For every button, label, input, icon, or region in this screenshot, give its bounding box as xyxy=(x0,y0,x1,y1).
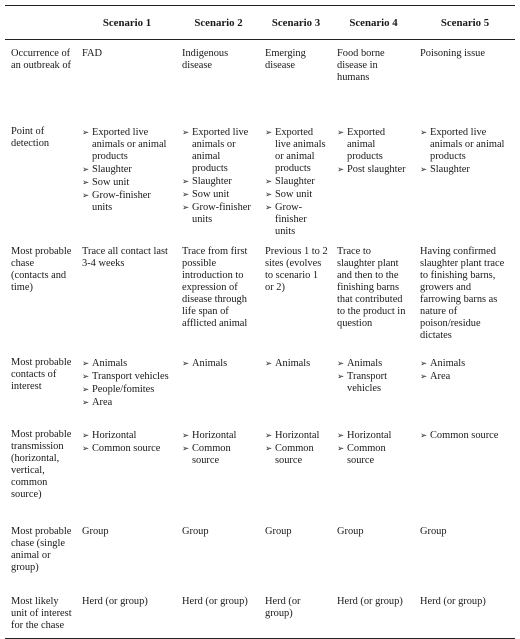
bullet-text: Grow-finisher units xyxy=(192,201,251,225)
bullet-item xyxy=(182,357,256,370)
arrow-bullet-icon: ➢ xyxy=(265,175,273,186)
table-cell xyxy=(260,40,332,118)
table-cell xyxy=(260,118,332,238)
table-cell xyxy=(260,349,332,421)
bullet-text: Sow unit xyxy=(92,176,130,188)
bullet-text: Common source xyxy=(192,442,231,466)
cell-text: Indigenous disease xyxy=(182,48,229,71)
bullet-text: Horizontal xyxy=(347,429,392,441)
table-row xyxy=(5,349,515,421)
table-body xyxy=(5,40,515,639)
bullet-item xyxy=(265,357,328,370)
table-cell xyxy=(177,238,260,349)
table-cell xyxy=(177,118,260,238)
bullet-text: Common source xyxy=(347,442,386,466)
arrow-bullet-icon: ➢ xyxy=(420,357,428,368)
bullet-item xyxy=(182,188,256,201)
bullet-item xyxy=(182,126,256,175)
bullet-item xyxy=(82,396,173,409)
table-cell xyxy=(177,588,260,639)
table-cell xyxy=(177,40,260,118)
bullet-text: Exported live animals or animal products xyxy=(92,126,167,162)
bullet-item xyxy=(265,429,328,442)
arrow-bullet-icon: ➢ xyxy=(82,429,90,440)
bullet-item xyxy=(182,442,256,467)
table-cell xyxy=(77,421,177,518)
bullet-text: Common source xyxy=(275,442,314,466)
arrow-bullet-icon: ➢ xyxy=(420,429,428,440)
bullet-item xyxy=(265,442,328,467)
table-cell xyxy=(415,349,515,421)
arrow-bullet-icon: ➢ xyxy=(420,163,428,174)
arrow-bullet-icon: ➢ xyxy=(265,357,273,368)
bullet-item xyxy=(182,429,256,442)
bullet-item xyxy=(337,370,411,395)
bullet-item xyxy=(82,163,173,176)
row-label: Most probable transmission (horizontal, vertical, common source) xyxy=(11,428,72,500)
arrow-bullet-icon: ➢ xyxy=(182,126,190,137)
bullet-text: Exported live animals or animal products xyxy=(275,126,326,174)
header-scenario-1: Scenario 1 xyxy=(102,16,152,29)
bullet-text: Slaughter xyxy=(192,175,232,187)
bullet-item xyxy=(420,429,511,442)
bullet-text: Animals xyxy=(347,357,383,369)
row-label: Most likely unit of interest for the chase xyxy=(11,595,72,631)
arrow-bullet-icon: ➢ xyxy=(82,396,90,407)
table-row xyxy=(5,421,515,518)
arrow-bullet-icon: ➢ xyxy=(337,429,345,440)
arrow-bullet-icon: ➢ xyxy=(265,429,273,440)
bullet-text: Transport vehicles xyxy=(347,370,388,394)
cell-text: Herd (or group) xyxy=(337,595,403,607)
cell-text: Poisoning issue xyxy=(420,48,485,59)
table-row xyxy=(5,238,515,349)
bullet-text: Horizontal xyxy=(192,429,237,441)
arrow-bullet-icon: ➢ xyxy=(182,175,190,186)
table-cell xyxy=(177,349,260,421)
arrow-bullet-icon: ➢ xyxy=(82,357,90,368)
bullet-item xyxy=(265,175,328,188)
table-cell xyxy=(415,238,515,349)
bullet-text: Exported live animals or animal products xyxy=(430,126,505,162)
table-cell xyxy=(77,238,177,349)
arrow-bullet-icon: ➢ xyxy=(337,126,345,137)
header-scenario-3: Scenario 3 xyxy=(271,16,321,29)
table-cell xyxy=(415,40,515,118)
bullet-text: Horizontal xyxy=(275,429,320,441)
arrow-bullet-icon: ➢ xyxy=(265,442,273,453)
bullet-item xyxy=(337,442,411,467)
table-cell xyxy=(415,421,515,518)
bullet-item xyxy=(82,176,173,189)
bullet-text: Horizontal xyxy=(92,429,137,441)
bullet-item xyxy=(265,201,328,238)
bullet-text: Animals xyxy=(92,357,128,369)
table-cell xyxy=(260,421,332,518)
bullet-item xyxy=(265,126,328,175)
cell-text: Group xyxy=(337,525,364,537)
bullet-item xyxy=(337,163,411,176)
cell-text: Group xyxy=(420,525,447,537)
bullet-item xyxy=(82,370,173,383)
arrow-bullet-icon: ➢ xyxy=(82,370,90,381)
bullet-text: Grow-finisher units xyxy=(92,189,151,213)
table-cell xyxy=(77,518,177,588)
bullet-item xyxy=(82,442,173,455)
arrow-bullet-icon: ➢ xyxy=(265,126,273,137)
arrow-bullet-icon: ➢ xyxy=(82,189,90,200)
arrow-bullet-icon: ➢ xyxy=(82,163,90,174)
bullet-text: Grow-finisher units xyxy=(275,201,307,237)
bullet-item xyxy=(182,175,256,188)
bullet-item xyxy=(420,126,511,163)
cell-text: Herd (or group) xyxy=(182,595,248,607)
header-scenario-2: Scenario 2 xyxy=(194,16,243,29)
bullet-text: Exported live animals or animal products xyxy=(192,126,249,174)
bullet-text: Post slaughter xyxy=(347,163,406,175)
table-cell xyxy=(260,518,332,588)
bullet-item xyxy=(82,429,173,442)
header-scenario-5: Scenario 5 xyxy=(440,16,490,29)
bullet-item xyxy=(82,189,173,214)
cell-text: Previous 1 to 2 sites (evolves to scenario 1 or 2) xyxy=(265,245,328,293)
table-cell xyxy=(177,421,260,518)
cell-text: Trace all contact last 3-4 weeks xyxy=(82,245,168,269)
table-cell xyxy=(332,238,415,349)
arrow-bullet-icon: ➢ xyxy=(82,383,90,394)
table-cell xyxy=(77,349,177,421)
bullet-text: Sow unit xyxy=(275,188,313,200)
bullet-text: Animals xyxy=(192,357,228,369)
table-cell xyxy=(77,40,177,118)
row-label: Most probable contacts of interest xyxy=(11,356,72,392)
bullet-text: Slaughter xyxy=(92,163,132,175)
bullet-item xyxy=(420,163,511,176)
bullet-text: Sow unit xyxy=(192,188,230,200)
bullet-item xyxy=(420,357,511,370)
arrow-bullet-icon: ➢ xyxy=(182,201,190,212)
arrow-bullet-icon: ➢ xyxy=(182,429,190,440)
arrow-bullet-icon: ➢ xyxy=(82,176,90,187)
arrow-bullet-icon: ➢ xyxy=(337,357,345,368)
cell-text: Herd (or group) xyxy=(82,595,148,607)
cell-text: Trace from first possible introduction to expression of disease through life span of afflicted animal xyxy=(182,245,248,329)
cell-text: Food borne disease in humans xyxy=(337,48,385,83)
table-cell xyxy=(260,588,332,639)
arrow-bullet-icon: ➢ xyxy=(265,188,273,199)
arrow-bullet-icon: ➢ xyxy=(337,163,345,174)
row-label: Occurrence of an outbreak of xyxy=(11,48,72,71)
table-cell xyxy=(332,518,415,588)
bullet-item xyxy=(182,201,256,226)
arrow-bullet-icon: ➢ xyxy=(420,370,428,381)
table-cell xyxy=(177,518,260,588)
bullet-item xyxy=(337,357,411,370)
cell-text: Trace to slaughter plant and then to the finishing barns that contributed to the product in question xyxy=(337,245,406,329)
row-label: Point of detection xyxy=(11,125,50,149)
bullet-text: Exported animal products xyxy=(347,126,386,162)
table-row xyxy=(5,588,515,639)
table-cell xyxy=(332,40,415,118)
arrow-bullet-icon: ➢ xyxy=(82,442,90,453)
cell-text: Having confirmed slaughter plant trace to finishing barns, growers and farrowing barns as nature of poison/residue dictates xyxy=(420,245,505,341)
bullet-text: Animals xyxy=(430,357,466,369)
table-row xyxy=(5,518,515,588)
row-label: Most probable chase (single animal or group) xyxy=(11,525,72,573)
cell-text: Herd (or group) xyxy=(265,595,301,619)
table-cell xyxy=(332,421,415,518)
table-cell xyxy=(77,588,177,639)
arrow-bullet-icon: ➢ xyxy=(182,442,190,453)
cell-text: Group xyxy=(182,525,209,537)
bullet-item xyxy=(82,357,173,370)
cell-text: Emerging disease xyxy=(265,48,306,71)
table-cell xyxy=(332,118,415,238)
arrow-bullet-icon: ➢ xyxy=(182,357,190,368)
arrow-bullet-icon: ➢ xyxy=(337,442,345,453)
table-row xyxy=(5,40,515,118)
bullet-text: Slaughter xyxy=(430,163,470,175)
cell-text: Herd (or group) xyxy=(420,595,486,607)
table-header xyxy=(5,6,515,40)
arrow-bullet-icon: ➢ xyxy=(182,188,190,199)
cell-text: FAD xyxy=(82,48,103,59)
bullet-text: Common source xyxy=(430,429,499,441)
bullet-item xyxy=(265,188,328,201)
bullet-text: Animals xyxy=(275,357,311,369)
table-row xyxy=(5,118,515,238)
cell-text: Group xyxy=(265,525,292,537)
table-cell xyxy=(260,238,332,349)
bullet-item xyxy=(82,126,173,163)
bullet-text: Common source xyxy=(92,442,161,454)
arrow-bullet-icon: ➢ xyxy=(337,370,345,381)
arrow-bullet-icon: ➢ xyxy=(82,126,90,137)
table-cell xyxy=(332,588,415,639)
bullet-text: Transport vehicles xyxy=(92,370,169,382)
table-cell xyxy=(332,349,415,421)
table-cell xyxy=(77,118,177,238)
bullet-text: Area xyxy=(92,396,113,408)
table-cell xyxy=(415,518,515,588)
bullet-item xyxy=(82,383,173,396)
header-scenario-4: Scenario 4 xyxy=(349,16,398,29)
table-cell xyxy=(415,118,515,238)
arrow-bullet-icon: ➢ xyxy=(420,126,428,137)
table-cell xyxy=(415,588,515,639)
bullet-item xyxy=(420,370,511,383)
bullet-item xyxy=(337,429,411,442)
header-row xyxy=(5,6,515,40)
bullet-text: Slaughter xyxy=(275,175,315,187)
header-cell-blank xyxy=(5,6,77,40)
bullet-text: People/fomites xyxy=(92,383,155,395)
arrow-bullet-icon: ➢ xyxy=(265,201,273,212)
bullet-item xyxy=(337,126,411,163)
bullet-text: Area xyxy=(430,370,451,382)
row-label: Most probable chase (contacts and time) xyxy=(11,245,72,293)
scenario-table xyxy=(5,5,515,639)
cell-text: Group xyxy=(82,525,109,537)
